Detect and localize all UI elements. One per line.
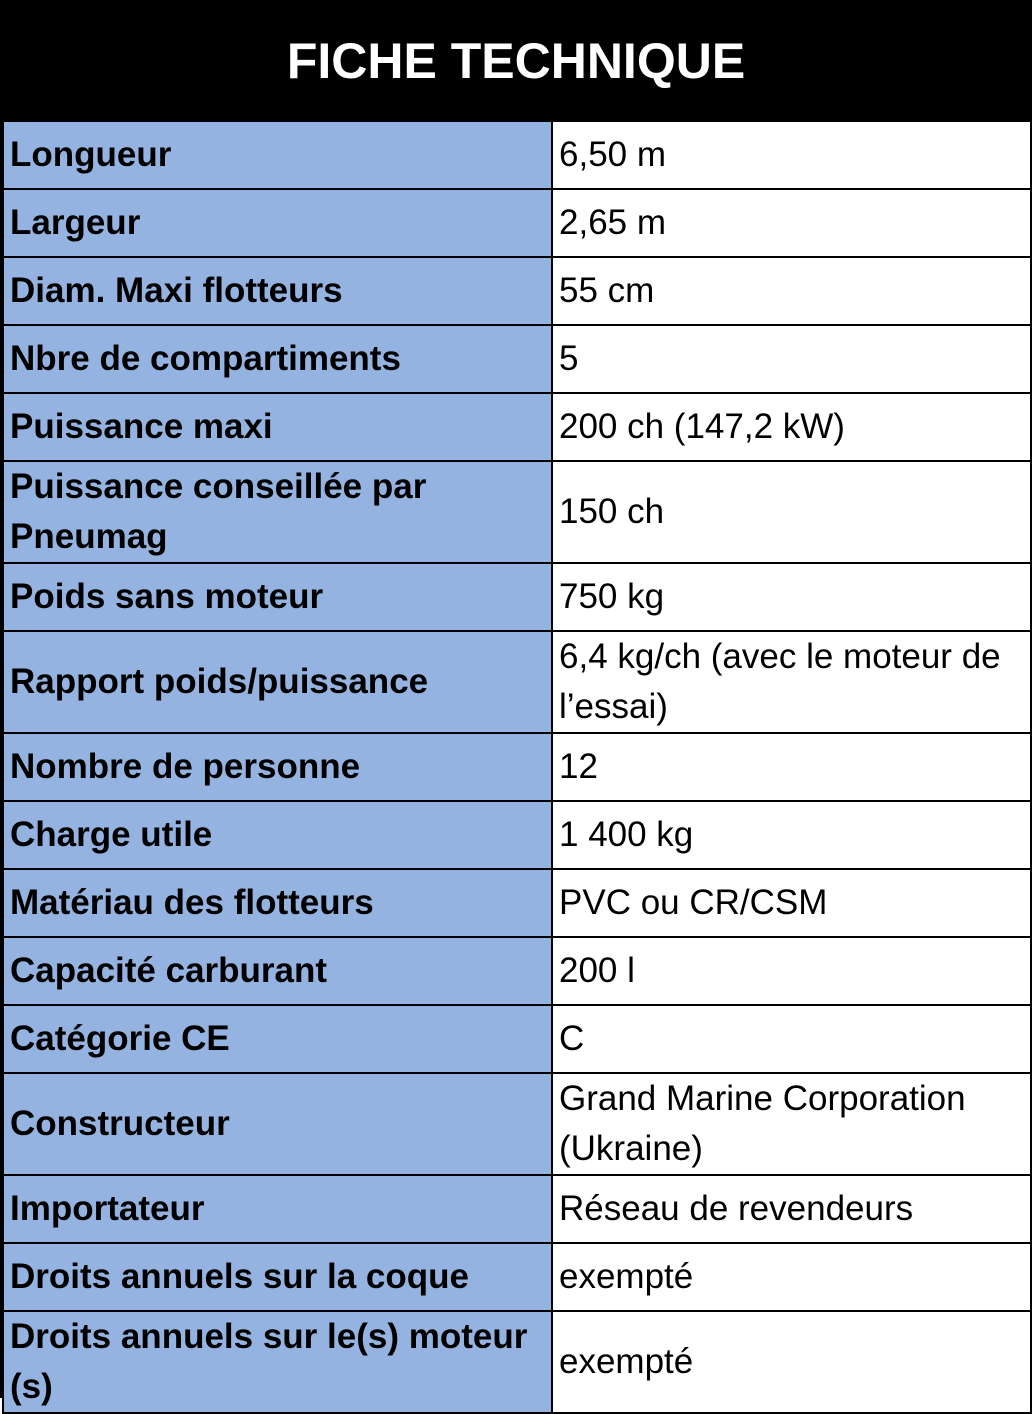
row-label-materiau: Matériau des flotteurs xyxy=(3,869,552,937)
table-row xyxy=(3,631,1031,733)
sheet-title: FICHE TECHNIQUE xyxy=(2,2,1030,120)
table-row xyxy=(3,325,1031,393)
row-label-importateur: Importateur xyxy=(3,1175,552,1243)
table-row xyxy=(3,733,1031,801)
row-value-diametre: 55 cm xyxy=(552,257,1031,325)
row-label-puissance-conseillee: Puissance conseillée par Pneumag xyxy=(3,461,552,563)
table-row xyxy=(3,869,1031,937)
row-label-largeur: Largeur xyxy=(3,189,552,257)
row-value-poids: 750 kg xyxy=(552,563,1031,631)
table-row xyxy=(3,121,1031,189)
row-label-poids: Poids sans moteur xyxy=(3,563,552,631)
table-row xyxy=(3,1175,1031,1243)
row-value-droits-coque: exempté xyxy=(552,1243,1031,1311)
row-value-droits-moteur: exempté xyxy=(552,1311,1031,1413)
row-label-droits-moteur: Droits annuels sur le(s) moteur (s) xyxy=(3,1311,552,1413)
spec-table xyxy=(2,120,1032,1414)
row-value-puissance-maxi: 200 ch (147,2 kW) xyxy=(552,393,1031,461)
row-value-charge: 1 400 kg xyxy=(552,801,1031,869)
table-row xyxy=(3,563,1031,631)
row-label-diametre: Diam. Maxi flotteurs xyxy=(3,257,552,325)
row-label-categorie: Catégorie CE xyxy=(3,1005,552,1073)
row-label-constructeur: Constructeur xyxy=(3,1073,552,1175)
row-value-compartiments: 5 xyxy=(552,325,1031,393)
row-label-droits-coque: Droits annuels sur la coque xyxy=(3,1243,552,1311)
row-label-longueur: Longueur xyxy=(3,121,552,189)
row-value-personnes: 12 xyxy=(552,733,1031,801)
row-value-largeur: 2,65 m xyxy=(552,189,1031,257)
table-row xyxy=(3,461,1031,563)
table-row xyxy=(3,801,1031,869)
row-value-rapport: 6,4 kg/ch (avec le moteur de l’essai) xyxy=(552,631,1031,733)
row-label-carburant: Capacité carburant xyxy=(3,937,552,1005)
table-row xyxy=(3,1005,1031,1073)
table-row xyxy=(3,257,1031,325)
row-value-puissance-conseillee: 150 ch xyxy=(552,461,1031,563)
row-value-longueur: 6,50 m xyxy=(552,121,1031,189)
table-row xyxy=(3,1073,1031,1175)
row-label-charge: Charge utile xyxy=(3,801,552,869)
row-label-compartiments: Nbre de compartiments xyxy=(3,325,552,393)
table-row xyxy=(3,1243,1031,1311)
row-value-materiau: PVC ou CR/CSM xyxy=(552,869,1031,937)
row-value-categorie: C xyxy=(552,1005,1031,1073)
row-label-personnes: Nombre de personne xyxy=(3,733,552,801)
row-label-puissance-maxi: Puissance maxi xyxy=(3,393,552,461)
row-value-importateur: Réseau de revendeurs xyxy=(552,1175,1031,1243)
row-value-carburant: 200 l xyxy=(552,937,1031,1005)
table-row xyxy=(3,937,1031,1005)
row-label-rapport: Rapport poids/puissance xyxy=(3,631,552,733)
row-value-constructeur: Grand Marine Corporation (Ukraine) xyxy=(552,1073,1031,1175)
table-row xyxy=(3,189,1031,257)
table-row xyxy=(3,393,1031,461)
